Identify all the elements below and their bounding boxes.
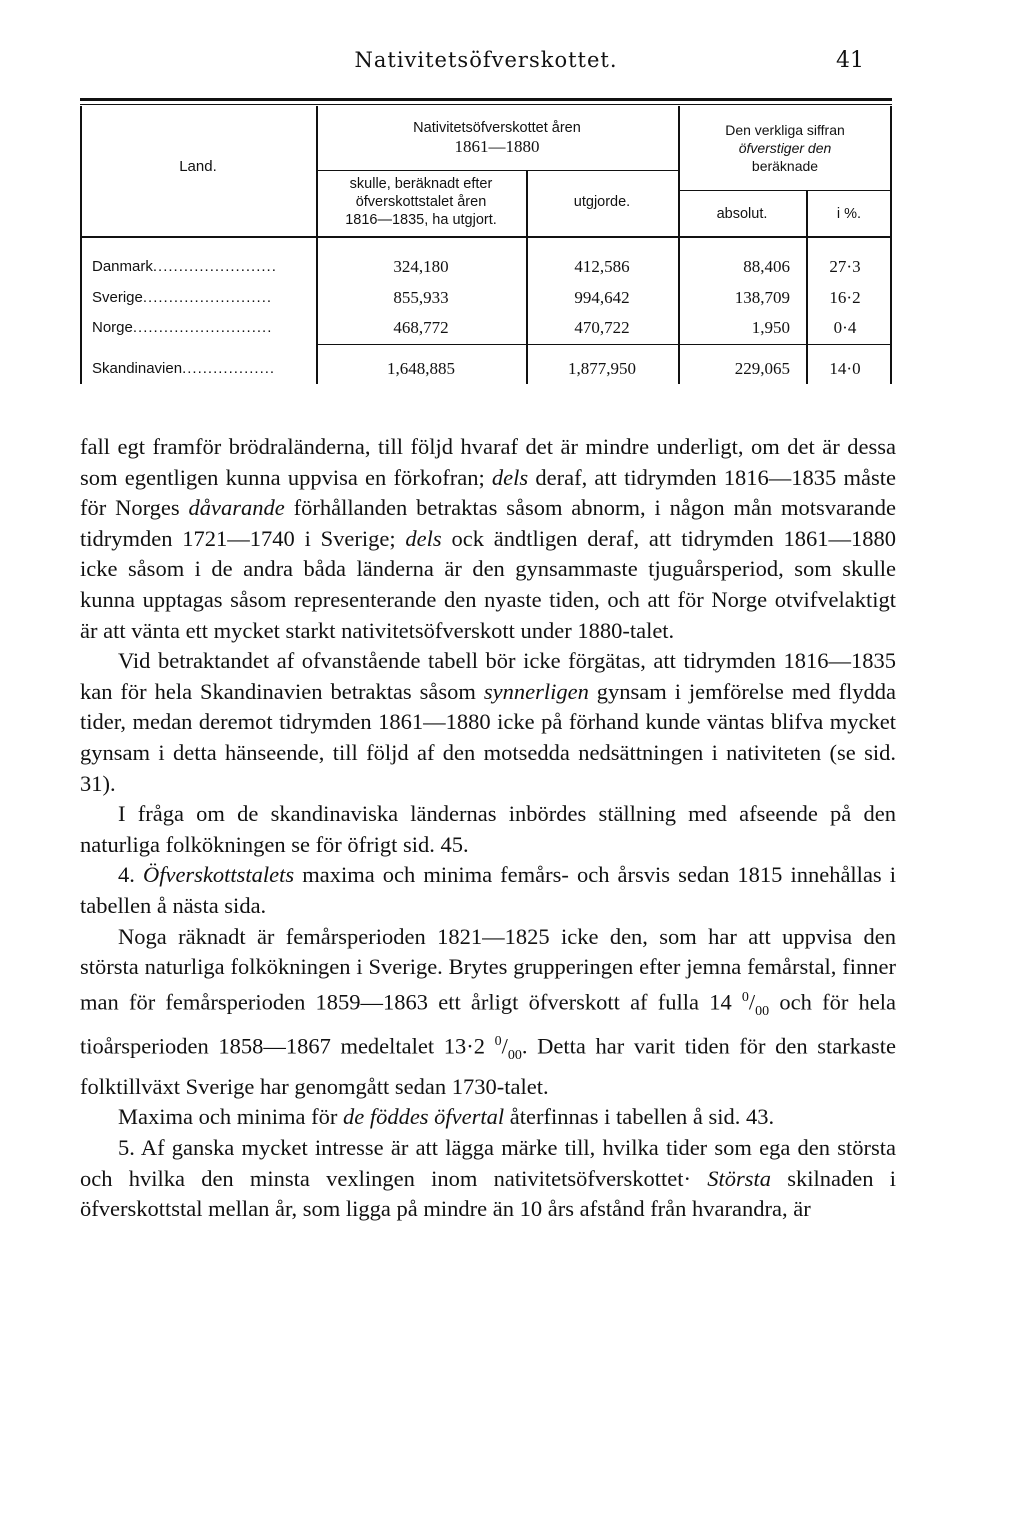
row-abs: 229,065: [734, 359, 790, 378]
paragraph: 4. Öfverskottstalets maxima och minima femårs- och årsvis sedan 1815 innehållas i tabellen å nästa sida.: [80, 862, 897, 918]
table-top-rule: [80, 98, 892, 101]
row-land: Sverige: [92, 289, 143, 306]
row-actual: 1,877,950: [568, 359, 636, 378]
row-abs: 88,406: [743, 257, 790, 276]
paragraph: I fråga om de skandinaviska ländernas inbördes ställning med afseende på den naturliga folkökningen se för öfrigt sid. 45.: [80, 801, 896, 857]
vrule-left: [80, 106, 82, 384]
col-diff-line1: Den verkliga siffran: [725, 122, 845, 138]
paragraph: Maxima och minima för de föddes öfvertal återfinnas i tabellen å sid. 43.: [118, 1104, 775, 1130]
row-expected: 1,648,885: [387, 359, 455, 378]
page-number: 41: [836, 48, 864, 73]
row-leader-dots: .........................: [142, 289, 273, 306]
col-group-header: Nativitetsöfverskottet åren: [413, 120, 581, 136]
col-diff-line3: beräknade: [751, 158, 819, 174]
row-land: Danmark: [92, 258, 153, 275]
col-abs-header: absolut.: [716, 206, 768, 222]
table-top-rule-thin: [80, 104, 892, 105]
col-expected-line3: 1816—1835, ha utgjort.: [345, 212, 497, 228]
row-pct: 14·0: [829, 359, 861, 378]
diff-rule: [678, 190, 892, 191]
row-pct: 0·4: [833, 318, 857, 337]
col-actual-header: utgjorde.: [573, 194, 631, 210]
row-leader-dots: ........................: [152, 258, 277, 275]
row-actual: 994,642: [574, 288, 630, 307]
paragraph: Vid betraktandet af ofvanstående tabell bör icke förgätas, att tidrymden 1816—1835 kan för hela Skandinavien betraktas såsom synnerligen gynsam i jemförelse med flydda tider, medan deremot tidrymden 1861—1880 icke på förhand kunde väntas blifva mycket gynsam i detta hänseende, till följd af den motsedda nedsättningen i nativiteten (se sid. 31).: [80, 648, 896, 796]
col-diff-line2: öfverstiger den: [738, 140, 832, 156]
paragraph: 5. Af ganska mycket intresse är att lägga märke till, hvilka tider som ega den största och hvilka den minsta vexlingen inom nativitetsöfverskottet· Största skilnaden i öfverskottstal mellan år, som ligga på mindre än 10 års afstånd från hvarandra, är: [80, 1135, 896, 1222]
row-actual: 470,722: [574, 318, 630, 337]
row-land: Norge: [92, 319, 133, 336]
group-rule: [316, 170, 678, 171]
col-group-years: 1861—1880: [454, 137, 540, 156]
row-expected: 855,933: [393, 288, 449, 307]
row-leader-dots: ...........................: [132, 319, 273, 336]
paragraph: fall egt framför brödraländerna, till följd hvaraf det är mindre underligt, om det är dessa som egentligen kunna uppvisa en förkofran; dels deraf, att tidrymden 1816—1835 måste för Norges dåvarande förhållanden betraktas såsom abnorm, i någon mån motsvarande tidrymden 1721—1740 i Sverige; dels ock ändtligen deraf, att tidrymden 1861—1880 icke såsom i de andra båda länderna är den gynsammaste tjuguårsperiod, som skulle kunna upptagas såsom representerande den nyaste tiden, och att för Norge otvifvelaktigt är att vänta ett mycket starkt nativitetsöfverskott under 1880-talet.: [80, 434, 896, 643]
row-actual: 412,586: [574, 257, 630, 276]
row-leader-dots: ..................: [182, 360, 276, 377]
statistics-table: [80, 96, 892, 386]
col-expected-line1: skulle, beräknadt efter: [349, 176, 493, 192]
total-rule: [316, 344, 892, 345]
col-land-header: Land.: [179, 158, 217, 175]
running-title: Nativitetsöfverskottet.: [354, 48, 618, 72]
row-abs: 1,950: [751, 318, 790, 337]
row-abs: 138,709: [734, 288, 790, 307]
page-header: [80, 48, 892, 82]
col-pct-header: i %.: [836, 206, 862, 222]
body-text: [80, 432, 896, 1225]
header-bottom-rule: [80, 236, 892, 238]
row-land: Skandinavien: [92, 360, 183, 377]
row-expected: 324,180: [393, 257, 449, 276]
col-expected-line2: öfverskottstalet åren: [355, 194, 487, 210]
row-pct: 16·2: [829, 288, 861, 307]
row-expected: 468,772: [393, 318, 449, 337]
paragraph: Noga räknadt är femårsperioden 1821—1825 icke den, som har att uppvisa den största naturliga folkökningen i Sverige. Brytes grupperingen efter jemna femårstal, finner man för femårsperioden 1859—1863 ett årligt öfverskott af fulla 14 $^0/_{00}$ och för hela tioårsperioden 1858—1867 medeltalet 13·2 $^0/_{00}$. Detta har varit tiden för den starkaste folktillväxt Sverige har genomgått sedan 1730-talet.: [80, 923, 896, 1099]
row-pct: 27·3: [829, 257, 861, 276]
